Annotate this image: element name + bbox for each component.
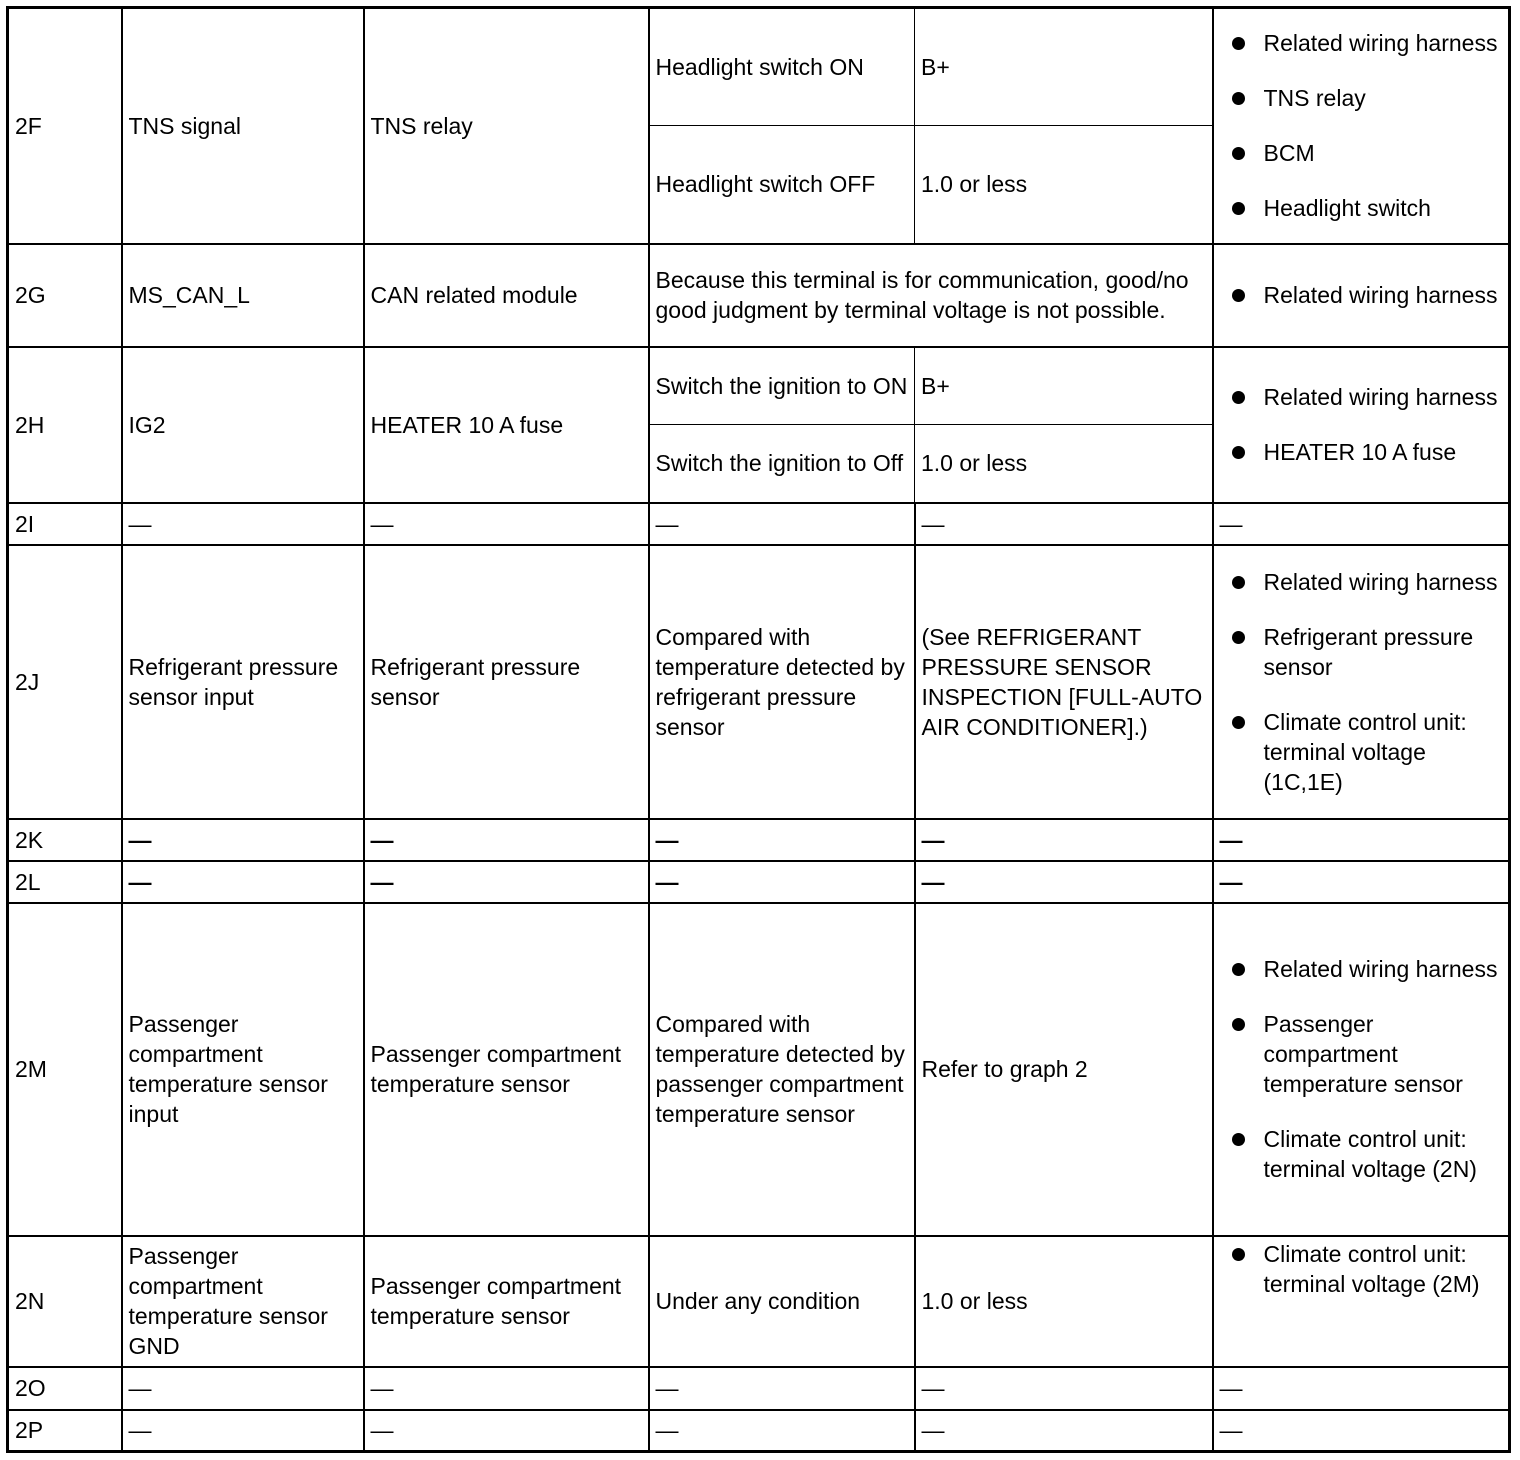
dash-text: — — [370, 1375, 394, 1401]
connected-to-cell: CAN related module — [364, 244, 649, 347]
dash-cell — [1213, 1367, 1510, 1410]
dash-cell — [649, 1410, 915, 1452]
test-condition-cell: Headlight switch OFF — [649, 126, 915, 244]
dash-cell — [364, 503, 649, 545]
terminal-cell: 2J — [8, 545, 122, 819]
dash-text: — — [1219, 1417, 1243, 1444]
dash-text: — — [128, 868, 152, 895]
connected-to-cell: Passenger compartment temperature sensor — [364, 903, 649, 1236]
inspection-item-cell — [1213, 1236, 1510, 1367]
list-item-label: Passenger compartment temperature sensor — [1263, 1011, 1463, 1097]
test-condition-cell: Switch the ignition to Off — [649, 425, 915, 503]
list-item-label: Related wiring harness — [1263, 956, 1498, 982]
list-item — [1264, 1124, 1503, 1184]
list-item-label: BCM — [1263, 140, 1315, 167]
dash-text: — — [370, 868, 394, 895]
list-item — [1264, 83, 1503, 113]
signal-cell: IG2 — [122, 347, 364, 503]
signal-cell: Passenger compartment temperature sensor input — [122, 903, 364, 1236]
dash-text: — — [128, 510, 152, 537]
table-row-2N — [8, 1236, 1510, 1367]
dash-text: — — [370, 1417, 394, 1444]
dash-text: — — [128, 826, 152, 853]
test-condition-cell: Under any condition — [649, 1236, 915, 1367]
dash-text: — — [370, 826, 394, 853]
terminal-cell: 2N — [8, 1236, 122, 1367]
terminal-cell: 2L — [8, 861, 122, 903]
dash-text: — — [1219, 826, 1243, 853]
inspection-item-cell — [1213, 347, 1510, 503]
bullet-icon — [1232, 147, 1245, 160]
dash-text: — — [655, 1375, 679, 1401]
terminal-cell: 2P — [8, 1410, 122, 1452]
inspection-item-cell — [1213, 545, 1510, 819]
terminal-voltage-table — [6, 6, 1511, 1453]
list-item — [1264, 567, 1503, 597]
test-condition-cell: Compared with temperature detected by passenger compartment temperature sensor — [649, 903, 915, 1236]
voltage-cell: 1.0 or less — [915, 425, 1213, 503]
dash-cell — [122, 1410, 364, 1452]
terminal-cell: 2M — [8, 903, 122, 1236]
inspection-list — [1220, 382, 1503, 467]
voltage-cell: 1.0 or less — [915, 1236, 1213, 1367]
table-row-2H — [8, 347, 1510, 425]
voltage-cell: B+ — [915, 8, 1213, 126]
connected-to-cell: TNS relay — [364, 8, 649, 244]
bullet-icon — [1232, 576, 1245, 589]
dash-cell — [915, 503, 1213, 545]
dash-cell — [1213, 503, 1510, 545]
dash-cell — [364, 861, 649, 903]
list-item — [1264, 437, 1503, 467]
signal-cell: Refrigerant pressure sensor input — [122, 545, 364, 819]
list-item-label: Related wiring harness — [1263, 282, 1498, 308]
list-item — [1264, 28, 1503, 58]
bullet-icon — [1232, 289, 1245, 302]
table-row-2O — [8, 1367, 1510, 1410]
dash-cell — [915, 861, 1213, 903]
list-item — [1264, 280, 1503, 310]
dash-cell — [915, 819, 1213, 861]
inspection-item-cell — [1213, 8, 1510, 244]
terminal-cell: 2H — [8, 347, 122, 503]
dash-text: — — [655, 1417, 679, 1444]
dash-text: — — [128, 1417, 152, 1444]
inspection-list — [1220, 280, 1503, 310]
inspection-list — [1220, 28, 1503, 223]
list-item-label: TNS relay — [1263, 85, 1366, 112]
list-item — [1264, 707, 1503, 797]
dash-text: — — [128, 1375, 152, 1401]
terminal-cell: 2F — [8, 8, 122, 244]
bullet-icon — [1232, 391, 1245, 404]
list-item-label: Related wiring harness — [1263, 30, 1498, 57]
inspection-list — [1220, 954, 1503, 1184]
voltage-cell: 1.0 or less — [915, 126, 1213, 244]
bullet-icon — [1232, 963, 1245, 976]
inspection-item-cell — [1213, 244, 1510, 347]
list-item — [1264, 382, 1503, 412]
signal-cell: MS_CAN_L — [122, 244, 364, 347]
dash-cell — [122, 1367, 364, 1410]
table-row-2F — [8, 8, 1510, 126]
bullet-icon — [1232, 92, 1245, 105]
dash-text: — — [921, 1417, 945, 1444]
test-condition-cell: Switch the ignition to ON — [649, 347, 915, 425]
dash-cell — [915, 1367, 1213, 1410]
dash-text: — — [655, 510, 679, 537]
list-item-label: Related wiring harness — [1263, 384, 1498, 410]
dash-cell — [915, 1410, 1213, 1452]
test-condition-cell: Compared with temperature detected by refrigerant pressure sensor — [649, 545, 915, 819]
inspection-item-cell — [1213, 903, 1510, 1236]
dash-cell — [364, 1367, 649, 1410]
list-item-label: Headlight switch — [1263, 195, 1431, 222]
bullet-icon — [1232, 1018, 1245, 1031]
dash-cell — [649, 1367, 915, 1410]
voltage-cell: B+ — [915, 347, 1213, 425]
voltage-cell: Refer to graph 2 — [915, 903, 1213, 1236]
terminal-cell: 2G — [8, 244, 122, 347]
dash-text: — — [921, 1375, 945, 1401]
dash-text: — — [921, 868, 945, 895]
list-item — [1264, 138, 1503, 168]
communication-note-cell: Because this terminal is for communication, good/no good judgment by terminal voltage is not possible. — [649, 244, 1213, 347]
dash-text: — — [921, 826, 945, 853]
terminal-cell: 2K — [8, 819, 122, 861]
list-item — [1264, 1009, 1503, 1099]
dash-cell — [1213, 861, 1510, 903]
dash-cell — [364, 819, 649, 861]
list-item-label: Climate control unit: terminal voltage (2N) — [1263, 1126, 1477, 1182]
connected-to-cell: Refrigerant pressure sensor — [364, 545, 649, 819]
dash-cell — [122, 861, 364, 903]
test-condition-cell: Headlight switch ON — [649, 8, 915, 126]
dash-cell — [122, 503, 364, 545]
dash-text: — — [921, 510, 945, 537]
dash-cell — [1213, 1410, 1510, 1452]
connected-to-cell: HEATER 10 A fuse — [364, 347, 649, 503]
dash-cell — [649, 503, 915, 545]
dash-text: — — [1219, 868, 1243, 895]
connected-to-cell: Passenger compartment temperature sensor — [364, 1236, 649, 1367]
list-item-label: Refrigerant pressure sensor — [1263, 623, 1474, 680]
list-item-label: HEATER 10 A fuse — [1263, 439, 1457, 465]
table-row-2P — [8, 1410, 1510, 1452]
table-row-2L — [8, 861, 1510, 903]
dash-text: — — [1219, 1375, 1243, 1401]
list-item — [1264, 954, 1503, 984]
signal-cell: Passenger compartment temperature sensor GND — [122, 1236, 364, 1367]
list-item-label: Climate control unit: terminal voltage (2M) — [1263, 1240, 1480, 1297]
bullet-icon — [1232, 716, 1245, 729]
dash-cell — [649, 861, 915, 903]
dash-text: — — [370, 510, 394, 537]
inspection-list — [1220, 567, 1503, 797]
dash-cell — [364, 1410, 649, 1452]
table-row-2J — [8, 545, 1510, 819]
list-item — [1264, 622, 1503, 682]
list-item-label: Related wiring harness — [1263, 568, 1498, 595]
dash-cell — [122, 819, 364, 861]
dash-cell — [1213, 819, 1510, 861]
list-item-label: Climate control unit: terminal voltage (1C,1E) — [1263, 708, 1467, 795]
table-row-2G — [8, 244, 1510, 347]
table-row-2I — [8, 503, 1510, 545]
dash-cell — [649, 819, 915, 861]
signal-cell: TNS signal — [122, 8, 364, 244]
table-row-2M — [8, 903, 1510, 1236]
terminal-cell: 2O — [8, 1367, 122, 1410]
bullet-icon — [1232, 1248, 1245, 1261]
inspection-list — [1220, 1239, 1503, 1299]
list-item — [1264, 193, 1503, 223]
dash-text: — — [655, 826, 679, 853]
dash-text: — — [1219, 510, 1243, 537]
terminal-cell: 2I — [8, 503, 122, 545]
bullet-icon — [1232, 631, 1245, 644]
table-row-2K — [8, 819, 1510, 861]
bullet-icon — [1232, 37, 1245, 50]
bullet-icon — [1232, 202, 1245, 215]
list-item — [1264, 1239, 1503, 1299]
bullet-icon — [1232, 446, 1245, 459]
voltage-cell: (See REFRIGERANT PRESSURE SENSOR INSPECTION [FULL-AUTO AIR CONDITIONER].) — [915, 545, 1213, 819]
bullet-icon — [1232, 1133, 1245, 1146]
dash-text: — — [655, 868, 679, 895]
